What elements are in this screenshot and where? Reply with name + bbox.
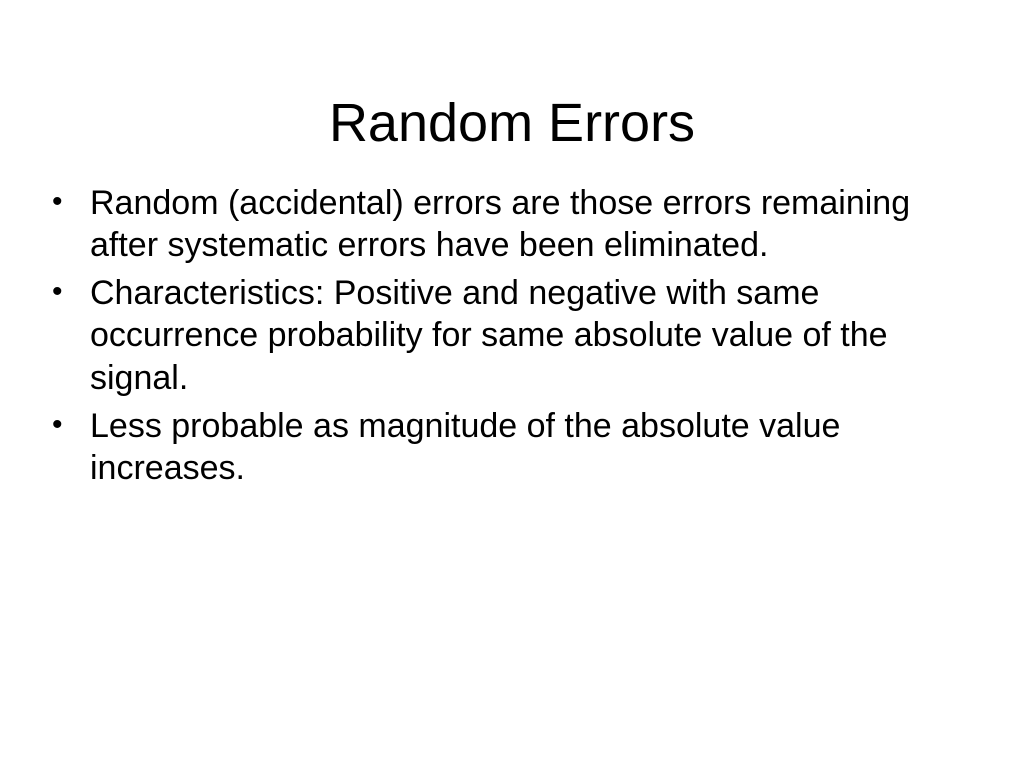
list-item [52, 272, 982, 398]
list-item-text: Random (accidental) errors are those errors remaining after systematic errors have been eliminated. [90, 184, 911, 265]
page-title: Random Errors [328, 93, 696, 154]
bullet-point-icon: • [52, 185, 63, 218]
list-item-text: Characteristics: Positive and negative with same occurrence probability for same absolute value of the signal. [90, 274, 888, 397]
list-item [52, 405, 982, 489]
bullet-point-icon: • [52, 407, 63, 441]
list-item [52, 182, 982, 266]
bullet-point-icon: • [52, 275, 63, 309]
list-item-text: Less probable as magnitude of the absolute value increases. [90, 406, 841, 487]
bullet-list [52, 182, 982, 495]
